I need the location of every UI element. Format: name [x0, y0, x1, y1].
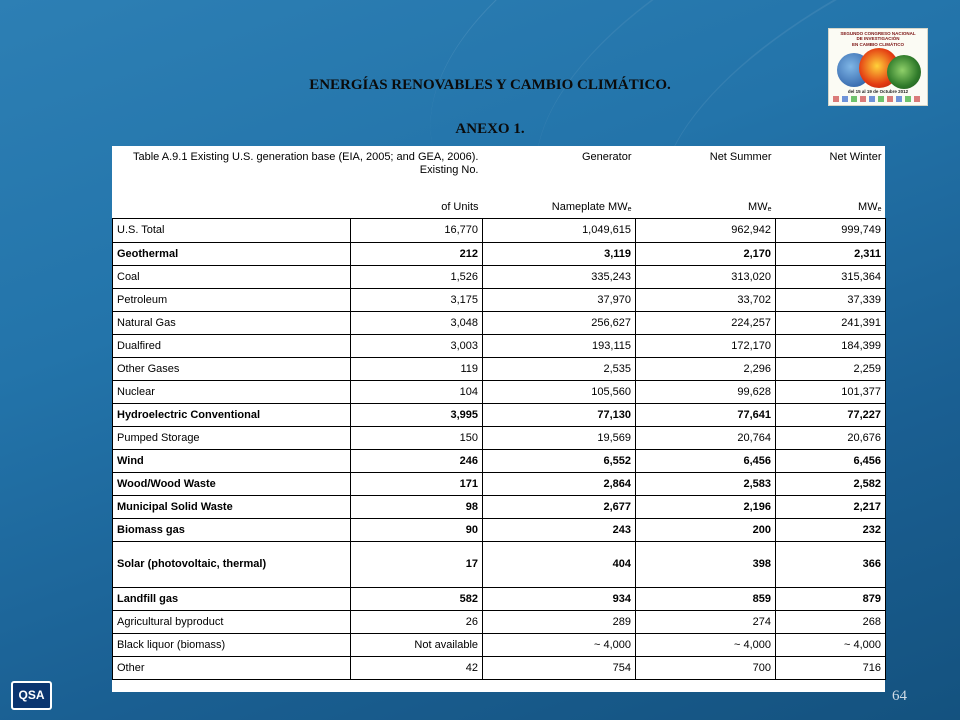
cell-net-summer: 33,702 — [636, 288, 776, 311]
table-row — [113, 656, 886, 679]
cell-units: 171 — [351, 472, 483, 495]
row-label: Pumped Storage — [113, 426, 351, 449]
row-label: Natural Gas — [113, 311, 351, 334]
cell-net-winter: 101,377 — [776, 380, 886, 403]
table-row — [113, 541, 886, 587]
unit-subscript: e — [767, 205, 772, 213]
row-label: Municipal Solid Waste — [113, 495, 351, 518]
table-caption: Table A.9.1 Existing U.S. generation base (EIA, 2005; and GEA, 2006). Existing No. — [133, 151, 479, 176]
cell-net-summer: 99,628 — [636, 380, 776, 403]
header-row-bottom — [113, 194, 886, 218]
cell-units: 42 — [351, 656, 483, 679]
cell-net-winter: 232 — [776, 518, 886, 541]
col-header-units: of Units — [441, 200, 479, 213]
congress-logo — [828, 28, 928, 106]
row-label: Coal — [113, 265, 351, 288]
cell-units: 3,003 — [351, 334, 483, 357]
globe-icon — [887, 55, 921, 89]
table-row — [113, 472, 886, 495]
cell-net-winter: 184,399 — [776, 334, 886, 357]
row-label: U.S. Total — [113, 218, 351, 242]
table-row — [113, 265, 886, 288]
cell-net-summer: 20,764 — [636, 426, 776, 449]
cell-nameplate: 2,535 — [483, 357, 636, 380]
cell-net-winter: 37,339 — [776, 288, 886, 311]
cell-net-summer: 700 — [636, 656, 776, 679]
logo-text — [829, 31, 927, 47]
logo-date: del 15 al 19 de Octubre 2012 — [847, 89, 909, 94]
cell-net-summer: 2,583 — [636, 472, 776, 495]
header-row-top — [113, 146, 886, 194]
col-header-net-winter: Net Winter — [829, 151, 882, 163]
cell-nameplate: 934 — [483, 587, 636, 610]
page-number: 64 — [892, 688, 907, 704]
row-label: Landfill gas — [113, 587, 351, 610]
table-row — [113, 518, 886, 541]
col-header-winter-text: MW — [858, 200, 878, 213]
cell-net-winter: 77,227 — [776, 403, 886, 426]
cell-units: 3,995 — [351, 403, 483, 426]
col-header-winter-unit — [776, 194, 886, 218]
row-label: Wood/Wood Waste — [113, 472, 351, 495]
cell-net-summer: 859 — [636, 587, 776, 610]
col-header-nameplate-text: Nameplate MW — [551, 200, 628, 213]
cell-nameplate: 105,560 — [483, 380, 636, 403]
cell-nameplate: 754 — [483, 656, 636, 679]
cell-units: 104 — [351, 380, 483, 403]
cell-net-winter: 6,456 — [776, 449, 886, 472]
cell-net-summer: 398 — [636, 541, 776, 587]
row-label: Other Gases — [113, 357, 351, 380]
row-label: Hydroelectric Conventional — [113, 403, 351, 426]
col-header-summer-text: MW — [748, 200, 768, 213]
cell-net-winter: 999,749 — [776, 218, 886, 242]
generation-table-container — [112, 146, 885, 692]
cell-nameplate: 37,970 — [483, 288, 636, 311]
cell-net-summer: 313,020 — [636, 265, 776, 288]
table-row — [113, 610, 886, 633]
cell-nameplate: 19,569 — [483, 426, 636, 449]
table-row — [113, 218, 886, 242]
slide-title: ENERGÍAS RENOVABLES Y CAMBIO CLIMÁTICO. — [309, 77, 671, 93]
cell-net-winter: 366 — [776, 541, 886, 587]
cell-nameplate: 2,677 — [483, 495, 636, 518]
cell-nameplate: 1,049,615 — [483, 218, 636, 242]
cell-net-summer: 200 — [636, 518, 776, 541]
row-label: Wind — [113, 449, 351, 472]
col-header-nameplate — [483, 194, 636, 218]
cell-net-summer: 6,456 — [636, 449, 776, 472]
cell-net-summer: ~ 4,000 — [636, 633, 776, 656]
table-row — [113, 587, 886, 610]
col-header-generator: Generator — [581, 151, 632, 163]
cell-units: 3,175 — [351, 288, 483, 311]
cell-net-winter: 20,676 — [776, 426, 886, 449]
logo-line: SEGUNDO CONGRESO NACIONAL — [840, 31, 916, 36]
row-label: Black liquor (biomass) — [113, 633, 351, 656]
cell-net-winter: 2,217 — [776, 495, 886, 518]
cell-net-winter: 2,582 — [776, 472, 886, 495]
cell-net-winter: 716 — [776, 656, 886, 679]
row-label: Nuclear — [113, 380, 351, 403]
qsa-badge: QSA — [11, 681, 52, 710]
cell-net-summer: 172,170 — [636, 334, 776, 357]
cell-nameplate: ~ 4,000 — [483, 633, 636, 656]
cell-nameplate: 404 — [483, 541, 636, 587]
cell-nameplate: 6,552 — [483, 449, 636, 472]
cell-net-winter: 879 — [776, 587, 886, 610]
cell-net-winter: 2,259 — [776, 357, 886, 380]
cell-net-summer: 224,257 — [636, 311, 776, 334]
table-row — [113, 311, 886, 334]
cell-units: 119 — [351, 357, 483, 380]
cell-units: 246 — [351, 449, 483, 472]
table-row — [113, 334, 886, 357]
cell-net-winter: 315,364 — [776, 265, 886, 288]
table-row — [113, 357, 886, 380]
unit-subscript: e — [877, 205, 882, 213]
row-label: Solar (photovoltaic, thermal) — [113, 541, 351, 587]
row-label: Biomass gas — [113, 518, 351, 541]
cell-net-summer: 2,170 — [636, 242, 776, 265]
table-row — [113, 403, 886, 426]
cell-net-winter: 268 — [776, 610, 886, 633]
logo-line: EN CAMBIO CLIMÁTICO — [852, 41, 904, 47]
row-label: Geothermal — [113, 242, 351, 265]
cell-units: 212 — [351, 242, 483, 265]
table-row — [113, 288, 886, 311]
table-row — [113, 495, 886, 518]
cell-nameplate: 2,864 — [483, 472, 636, 495]
cell-net-summer: 2,296 — [636, 357, 776, 380]
cell-units: 150 — [351, 426, 483, 449]
generation-table — [112, 146, 886, 680]
table-row — [113, 633, 886, 656]
row-label: Agricultural byproduct — [113, 610, 351, 633]
cell-nameplate: 3,119 — [483, 242, 636, 265]
cell-net-summer: 274 — [636, 610, 776, 633]
row-label: Dualfired — [113, 334, 351, 357]
row-label: Petroleum — [113, 288, 351, 311]
sponsor-strip — [833, 96, 923, 102]
cell-units: 1,526 — [351, 265, 483, 288]
cell-units: 582 — [351, 587, 483, 610]
table-row — [113, 242, 886, 265]
cell-units: 17 — [351, 541, 483, 587]
cell-net-summer: 962,942 — [636, 218, 776, 242]
cell-units: 90 — [351, 518, 483, 541]
cell-nameplate: 335,243 — [483, 265, 636, 288]
cell-units: Not available — [351, 633, 483, 656]
cell-units: 26 — [351, 610, 483, 633]
logo-line: DE INVESTIGACIÓN — [856, 36, 900, 42]
unit-subscript: e — [627, 205, 632, 213]
slide-subtitle: ANEXO 1. — [455, 121, 525, 137]
cell-units: 3,048 — [351, 311, 483, 334]
cell-nameplate: 256,627 — [483, 311, 636, 334]
cell-units: 16,770 — [351, 218, 483, 242]
cell-net-winter: 2,311 — [776, 242, 886, 265]
cell-net-summer: 2,196 — [636, 495, 776, 518]
col-header-summer-unit — [636, 194, 776, 218]
cell-units: 98 — [351, 495, 483, 518]
table-row — [113, 426, 886, 449]
table-row — [113, 380, 886, 403]
cell-nameplate: 289 — [483, 610, 636, 633]
row-label: Other — [113, 656, 351, 679]
cell-nameplate: 243 — [483, 518, 636, 541]
cell-nameplate: 193,115 — [483, 334, 636, 357]
cell-nameplate: 77,130 — [483, 403, 636, 426]
cell-net-winter: 241,391 — [776, 311, 886, 334]
col-header-net-summer: Net Summer — [709, 151, 772, 163]
table-row — [113, 449, 886, 472]
cell-net-summer: 77,641 — [636, 403, 776, 426]
cell-net-winter: ~ 4,000 — [776, 633, 886, 656]
